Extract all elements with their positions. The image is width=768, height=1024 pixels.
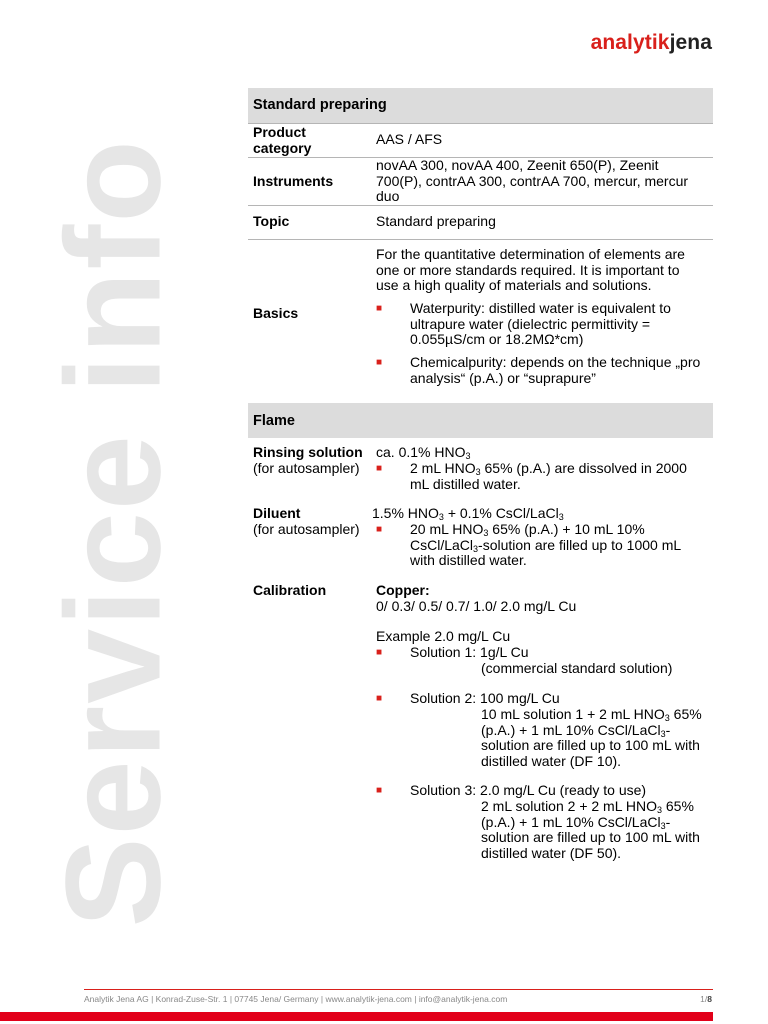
divider [248,205,713,206]
calibration-example: Example 2.0 mg/L Cu [376,628,511,644]
product-category-label: Product category [253,124,312,156]
bullet-icon: ■ [376,357,383,368]
bullet-icon: ■ [376,463,383,474]
diluent-label: Diluent (for autosampler) [253,505,360,537]
basics-waterpurity: Waterpurity: distilled water is equivalent to ultrapure water (dielectric permittivity = 0.055µS/cm or 18.2MΩ*cm) [410,300,671,347]
calibration-element: Copper: [376,582,430,598]
solution-1-title: Solution 1: 1g/L Cu [410,644,529,660]
instruments-value: novAA 300, novAA 400, Zeenit 650(P), Zeenit 700(P), contrAA 300, contrAA 700, mercur, mercur duo [376,157,689,204]
divider [248,239,713,240]
solution-2-title: Solution 2: 100 mg/L Cu [410,690,560,706]
rinsing-solution-value: ca. 0.1% $HNO_3$ [376,444,471,461]
bullet-icon: ■ [376,524,383,535]
solution-2-detail: 10 mL solution 1 + 2 mL $HNO_3$ 65% (p.A.) + 1 mL 10% CsCl/LaCl$_3$- solution are filled up to 100 mL with distilled water (DF 10). [481,706,702,769]
topic-value: Standard preparing [376,213,496,229]
bullet-icon: ■ [376,785,383,796]
basics-chemicalpurity: Chemicalpurity: depends on the technique „pro analysis“ (p.A.) or “suprapure” [410,354,701,386]
topic-label: Topic [253,213,290,229]
instruments-label: Instruments [253,173,334,189]
calibration-label: Calibration [253,582,327,598]
basics-label: Basics [253,305,299,321]
section-header-standard-preparing: Standard preparing [248,88,713,123]
solution-3-title: Solution 3: 2.0 mg/L Cu (ready to use) [410,782,647,798]
bullet-icon: ■ [376,647,383,658]
section-header-flame: Flame [248,403,713,438]
bullet-icon: ■ [376,693,383,704]
divider [248,123,713,124]
footer-red-bar [0,1012,713,1021]
solution-3-detail: 2 mL solution 2 + 2 mL $HNO_3$ 65% (p.A.) + 1 mL 10% CsCl/LaCl$_3$- solution are filled up to 100 mL with distilled water (DF 50). [481,798,700,861]
page-number: 1/8 [700,994,712,1004]
service-info-watermark: Service info [37,138,189,928]
solution-1-detail: (commercial standard solution) [481,660,673,676]
rinsing-solution-detail: 2 mL $HNO_3$ 65% (p.A.) are dissolved in 2000 mL distilled water. [410,460,687,492]
footer-address: Analytik Jena AG | Konrad-Zuse-Str. 1 | 07745 Jena/ Germany | www.analytik-jena.com | info@analytik-jena.com [84,994,508,1004]
product-category-value: AAS / AFS [376,131,443,147]
calibration-concentrations: 0/ 0.3/ 0.5/ 0.7/ 1.0/ 2.0 mg/L Cu [376,598,577,614]
footer-rule [84,989,713,990]
diluent-detail: 20 mL $HNO_3$ 65% (p.A.) + 10 mL 10% CsCl/LaCl$_3$-solution are filled up to 1000 mL with distilled water. [410,521,682,568]
diluent-value: 1.5% $HNO_3 + 0.1\%$ CsCl/LaCl$_3$ [372,505,564,522]
brand-logo: analytikjena [590,31,712,54]
basics-intro: For the quantitative determination of elements are one or more standards required. It is important to use a high quality of materials and solutions. [376,246,685,293]
rinsing-solution-label: Rinsing solution (for autosampler) [253,444,363,476]
bullet-icon: ■ [376,303,383,314]
